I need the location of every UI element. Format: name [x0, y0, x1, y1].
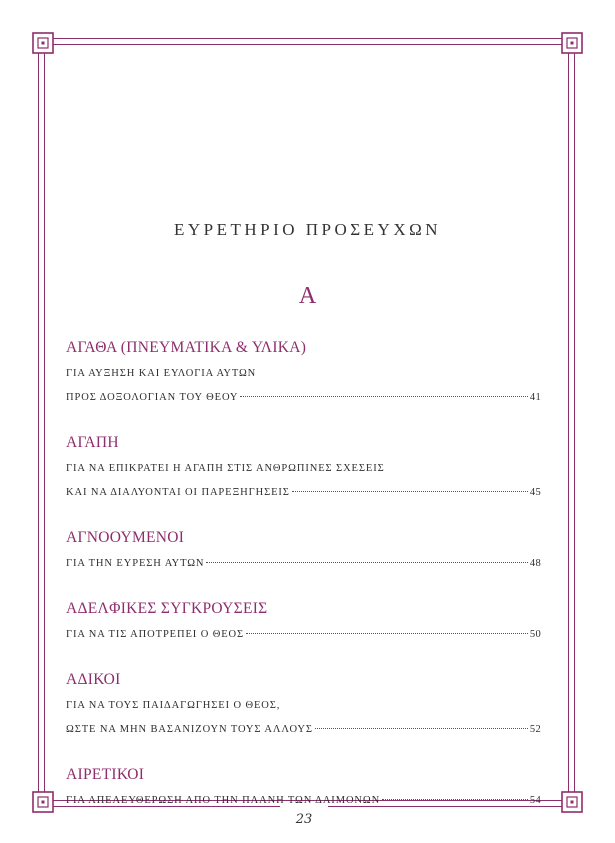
entry-page-number: 52: [529, 724, 541, 735]
section-letter: Α: [298, 283, 317, 309]
index-entry: [66, 338, 541, 410]
index-entries: [66, 338, 541, 836]
index-entry: [66, 670, 541, 742]
entry-heading: ΑΓΑΘΑ (ΠΝΕΥΜΑΤΙΚΑ & ΥΛΙΚΑ): [66, 339, 307, 356]
entry-page-number: 45: [529, 487, 541, 498]
dot-leader: [240, 396, 527, 397]
index-entry: [66, 528, 541, 576]
index-entry: [66, 599, 541, 647]
entry-description: ΚΑΙ ΝΑ ΔΙΑΛΥΟΝΤΑΙ ΟΙ ΠΑΡΕΞΗΓΗΣΕΙΣ: [66, 487, 290, 498]
entry-leader-line: [66, 552, 541, 576]
entry-heading: ΑΙΡΕΤΙΚΟΙ: [66, 766, 145, 783]
entry-page-number: 54: [529, 795, 541, 806]
dot-leader: [382, 799, 528, 800]
corner-ornament-icon: [32, 32, 54, 54]
entry-description: ΓΙΑ ΝΑ ΕΠΙΚΡΑΤΕΙ Η ΑΓΑΠΗ ΣΤΙΣ ΑΝΘΡΩΠΙΝΕΣ ΣΧΕΣΕΙΣ: [66, 463, 385, 474]
corner-ornament-icon: [32, 791, 54, 813]
entry-page-number: 41: [529, 392, 541, 403]
dot-leader: [206, 562, 528, 563]
entry-description: ΓΙΑ ΤΗΝ ΕΥΡΕΣΗ ΑΥΤΩΝ: [66, 558, 205, 569]
entry-leader-line: [66, 386, 541, 410]
entry-leader-line: [66, 789, 541, 813]
entry-description: ΩΣΤΕ ΝΑ ΜΗΝ ΒΑΣΑΝΙΖΟΥΝ ΤΟΥΣ ΑΛΛΟΥΣ: [66, 724, 313, 735]
index-entry: [66, 433, 541, 505]
entry-page-number: 48: [529, 558, 541, 569]
entry-leader-line: [66, 718, 541, 742]
entry-description: ΓΙΑ ΝΑ ΤΟΥΣ ΠΑΙΔΑΓΩΓΗΣΕΙ Ο ΘΕΟΣ,: [66, 700, 281, 711]
entry-heading: ΑΔΙΚΟΙ: [66, 671, 121, 688]
entry-description: ΠΡΟΣ ΔΟΞΟΛΟΓΙΑΝ ΤΟΥ ΘΕΟΥ: [66, 392, 239, 403]
corner-ornament-icon: [561, 791, 583, 813]
entry-description: ΓΙΑ ΝΑ ΤΙΣ ΑΠΟΤΡΕΠΕΙ Ο ΘΕΟΣ: [66, 629, 245, 640]
dot-leader: [246, 633, 528, 634]
entry-leader-line: [66, 481, 541, 505]
index-entry: [66, 765, 541, 813]
entry-heading: ΑΔΕΛΦΙΚΕΣ ΣΥΓΚΡΟΥΣΕΙΣ: [66, 600, 268, 617]
page-title: ΕΥΡΕΤΗΡΙΟ ΠΡΟΣΕΥΧΩΝ: [173, 220, 442, 239]
entry-page-number: 50: [529, 629, 541, 640]
entry-heading: ΑΓΑΠΗ: [66, 434, 119, 451]
entry-description: ΓΙΑ ΑΠΕΛΕΥΘΕΡΩΣΗ ΑΠΟ ΤΗΝ ΠΛΑΝΗ ΤΩΝ ΔΑΙΜΟΝΩΝ: [66, 795, 381, 806]
page-number: 23: [295, 812, 313, 827]
entry-leader-line: [66, 623, 541, 647]
corner-ornament-icon: [561, 32, 583, 54]
dot-leader: [315, 728, 528, 729]
entry-heading: ΑΓΝΟΟΥΜΕΝΟΙ: [66, 529, 185, 546]
entry-description: ΓΙΑ ΑΥΞΗΣΗ ΚΑΙ ΕΥΛΟΓΙΑ ΑΥΤΩΝ: [66, 368, 257, 379]
dot-leader: [292, 491, 528, 492]
